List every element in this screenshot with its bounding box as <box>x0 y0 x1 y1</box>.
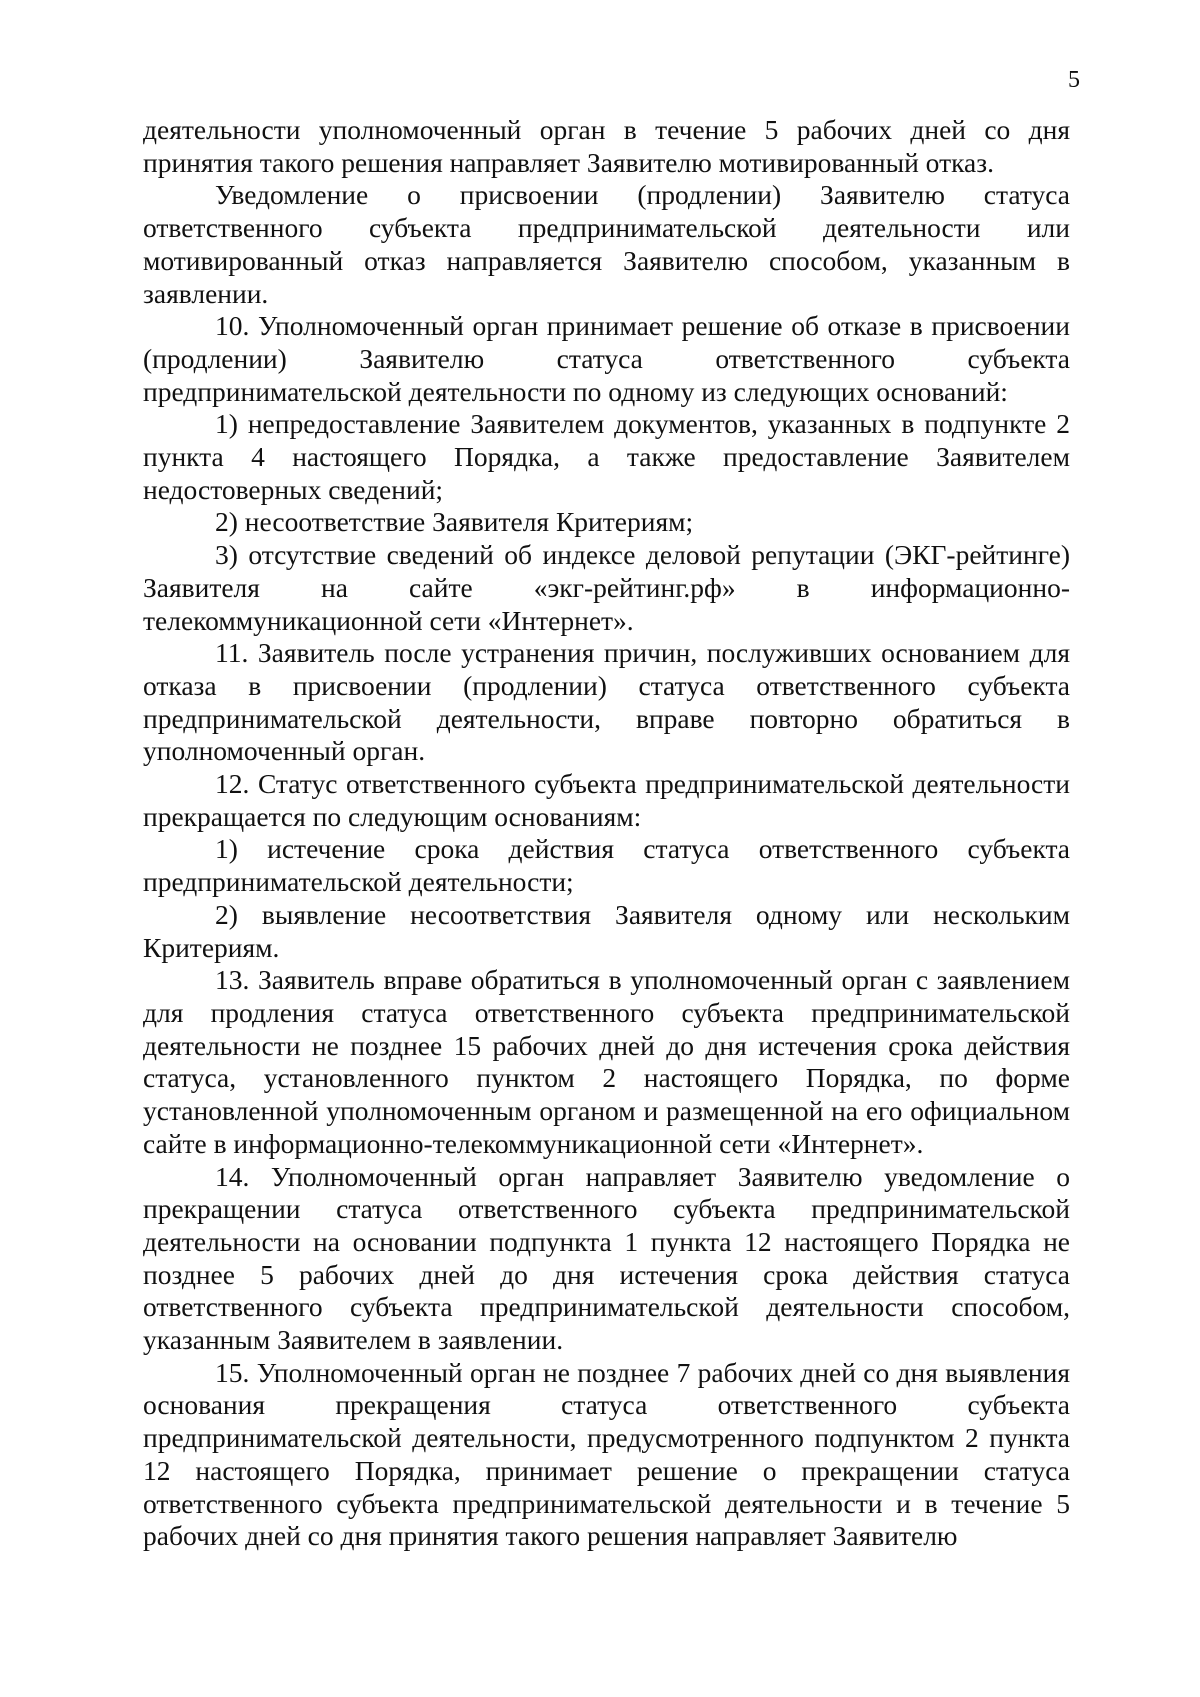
paragraph-item-10: 10. Уполномоченный орган принимает решение об отказе в присвоении (продлении) Заявителю статуса ответственного субъекта предпринимательской деятельности по одному из следующих оснований: <box>143 310 1070 407</box>
paragraph-continuation: деятельности уполномоченный орган в течение 5 рабочих дней со дня принятия такого решения направляет Заявителю мотивированный отказ. <box>143 114 1070 178</box>
paragraph-item-12: 12. Статус ответственного субъекта предпринимательской деятельности прекращается по следующим основаниям: <box>143 768 1070 832</box>
paragraph-item-10-2: 2) несоответствие Заявителя Критериям; <box>215 506 694 538</box>
paragraph-item-10-1: 1) непредоставление Заявителем документов, указанных в подпункте 2 пункта 4 настоящего Порядка, а также предоставление Заявителем недостоверных сведений; <box>143 408 1070 505</box>
paragraph-item-11: 11. Заявитель после устранения причин, послуживших основанием для отказа в присвоении (продлении) статуса ответственного субъекта предпринимательской деятельности, вправе повторно обратиться в уполномоченный орган. <box>143 637 1070 767</box>
paragraph-item-10-3: 3) отсутствие сведений об индексе деловой репутации (ЭКГ-рейтинге) Заявителя на сайте «экг-рейтинг.рф» в информационно-телекоммуникационной сети «Интернет». <box>143 539 1070 636</box>
paragraph-notification: Уведомление о присвоении (продлении) Заявителю статуса ответственного субъекта предпринимательской деятельности или мотивированный отказ направляется Заявителю способом, указанным в заявлении. <box>143 179 1070 309</box>
paragraph-item-12-1: 1) истечение срока действия статуса ответственного субъекта предпринимательской деятельности; <box>143 833 1070 898</box>
page-number: 5 <box>1068 67 1080 93</box>
paragraph-item-13: 13. Заявитель вправе обратиться в уполномоченный орган с заявлением для продления статуса ответственного субъекта предпринимательской деятельности не позднее 15 рабочих дней до дня истечения срока действия статуса, установленного пунктом 2 настоящего Порядка, по форме установленной уполномоченным органом и размещенной на его официальном сайте в информационно-телекоммуникационной сети «Интернет». <box>143 964 1070 1159</box>
document-body <box>143 114 1070 1553</box>
paragraph-item-15: 15. Уполномоченный орган не позднее 7 рабочих дней со дня выявления основания прекращения статуса ответственного субъекта предпринимательской деятельности, предусмотренного подпунктом 2 пункта 12 настоящего Порядка, принимает решение о прекращении статуса ответственного субъекта предпринимательской деятельности и в течение 5 рабочих дней со дня принятия такого решения направляет Заявителю <box>143 1356 1070 1552</box>
paragraph-item-12-2: 2) выявление несоответствия Заявителя одному или нескольким Критериям. <box>143 898 1070 963</box>
paragraph-item-14: 14. Уполномоченный орган направляет Заявителю уведомление о прекращении статуса ответственного субъекта предпринимательской деятельности на основании подпункта 1 пункта 12 настоящего Порядка не позднее 5 рабочих дней до дня истечения срока действия статуса ответственного субъекта предпринимательской деятельности способом, указанным Заявителем в заявлении. <box>143 1160 1070 1356</box>
